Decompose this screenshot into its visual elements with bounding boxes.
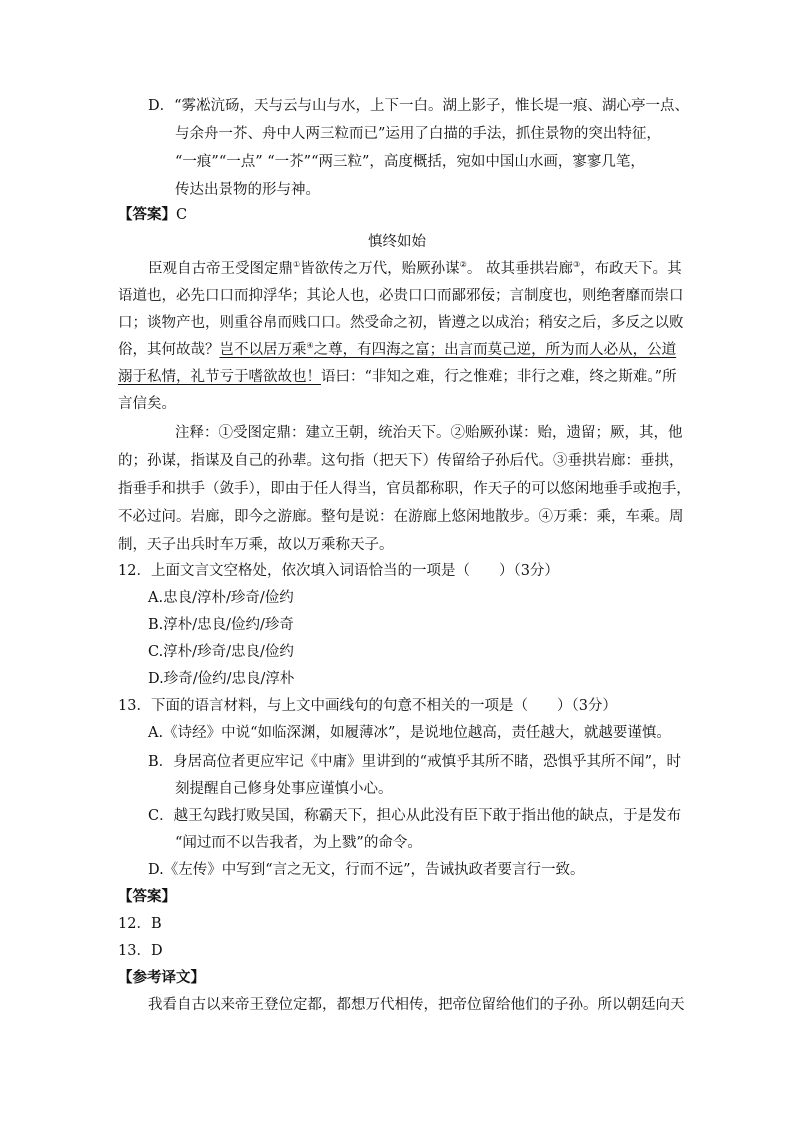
footnote-ref-3: ③ bbox=[572, 260, 581, 270]
passage-line-1 bbox=[148, 259, 682, 279]
passage-line-2: 语道也，必先口口而抑浮华；其论人也，必贵口口而鄙邪佞；言制度也，则绝奢靡而崇口 bbox=[118, 288, 684, 304]
answer-12: 12．B bbox=[118, 916, 162, 932]
passage-title: 慎终如始 bbox=[368, 234, 426, 250]
underlined-sentence-end: 溺于私情，礼节亏于嗜欲故也！ bbox=[118, 369, 321, 385]
q13-option-b-line-1: B．身居高位者更应牢记《中庸》里讲到的“戒慎乎其所不睹，恐惧乎其所不闻”，时 bbox=[148, 754, 681, 770]
footnote-ref-1: ① bbox=[293, 260, 301, 270]
q13-option-a: A.《诗经》中说“如临深渊，如履薄冰”，是说地位越高，责任越大，就越要谨慎。 bbox=[148, 725, 671, 741]
footnote-ref-4: ④ bbox=[306, 341, 314, 351]
q13-option-c-line-2: “闻过而不以告我者，为上戮”的命令。 bbox=[175, 835, 422, 851]
passage-line-3: 口；谈物产也，则重谷帛而贱口口。然受命之初，皆遵之以成治；稍安之后，多反之以败 bbox=[118, 315, 684, 331]
q13-option-d: D.《左传》中写到“言之无文，行而不远”，告诫执政者要言行一致。 bbox=[148, 862, 585, 878]
passage-line-4 bbox=[118, 340, 676, 360]
q12-option-c: C.淳朴/珍奇/忠良/俭约 bbox=[148, 644, 294, 660]
option-d-line-3: “一痕”“一点” “一芥”“两三粒”，高度概括，宛如中国山水画，寥寥几笔， bbox=[175, 154, 645, 170]
option-d-line-1: D．“雾凇沆砀，天与云与山与水，上下一白。湖上影子，惟长堤一痕、湖心亭一点、 bbox=[148, 98, 690, 114]
translation-line-1: 我看自古以来帝王登位定都，都想万代相传，把帝位留给他们的子孙。所以朝廷向天 bbox=[148, 997, 685, 1013]
passage-text: 俗，其何故哉？ bbox=[118, 342, 220, 358]
q12-option-a: A.忠良/淳朴/珍奇/俭约 bbox=[148, 590, 294, 606]
underlined-sentence bbox=[220, 342, 677, 358]
option-d-line-2: 与余舟一芥、舟中人两三粒而已”运用了白描的手法，抓住景物的突出特征， bbox=[175, 126, 661, 142]
passage-text: 皆欲传之万代，贻厥孙谋 bbox=[300, 261, 460, 277]
q13-option-c-line-1: C．越王勾践打败吴国，称霸天下，担心从此没有臣下敢于指出他的缺点，于是发布 bbox=[148, 808, 682, 824]
answer-label-text: 【答案】 bbox=[118, 206, 176, 223]
answer-label bbox=[118, 205, 187, 225]
q13-option-b-line-2: 刻提醒自己修身处事应谨慎小心。 bbox=[175, 781, 393, 797]
q12-stem: 12．上面文言文空格处，依次填入词语恰当的一项是（ ）（3分） bbox=[118, 563, 559, 579]
notes-line-3: 指垂手和拱手（敛手），即由于任人得当，官员都称职，作天子的可以悠闲地垂手或抱手， bbox=[118, 481, 691, 497]
footnote-ref-2: ② bbox=[459, 260, 467, 270]
notes-line-1: 注释：①受图定鼎：建立王朝，统治天下。②贻厥孙谋：贻，遗留；厥，其，他 bbox=[175, 425, 683, 441]
q12-option-b: B.淳朴/忠良/俭约/珍奇 bbox=[148, 617, 294, 633]
notes-line-4: 不必过问。岩廊，即今之游廊。整句是说：在游廊上悠闲地散步。④万乘：乘，车乘。周 bbox=[118, 509, 684, 525]
passage-text: ，布政天下。其 bbox=[580, 261, 682, 277]
passage-line-6: 言信矣。 bbox=[118, 396, 176, 412]
answer-value: C bbox=[176, 207, 188, 223]
q12-option-d: D.珍奇/俭约/忠良/淳朴 bbox=[148, 671, 295, 687]
underlined-text: 之尊，有四海之富；出言而莫己逆，所为而人必从，公道 bbox=[313, 342, 677, 358]
q13-stem: 13．下面的语言材料，与上文中画线句的句意不相关的一项是（ ）（3分） bbox=[118, 698, 617, 714]
answer-13: 13．D bbox=[118, 943, 163, 959]
option-d-line-4: 传达出景物的形与神。 bbox=[175, 182, 320, 198]
notes-line-2: 的；孙谋，指谋及自己的孙辈。这句指（把天下）传留给子孙后代。③垂拱岩廊：垂拱， bbox=[118, 453, 684, 469]
underlined-text: 岂不以居万乘 bbox=[219, 342, 307, 358]
passage-text: 语曰：“非知之难，行之惟难；非行之难，终之斯难。”所 bbox=[321, 369, 677, 385]
passage-line-5 bbox=[118, 367, 677, 387]
translation-label: 【参考译文】 bbox=[118, 969, 205, 986]
answers-label: 【答案】 bbox=[118, 888, 176, 905]
passage-text: 臣观自古帝王受图定鼎 bbox=[148, 261, 293, 277]
notes-line-5: 制，天子出兵时车万乘，故以万乘称天子。 bbox=[118, 537, 394, 553]
passage-text: 。 故其垂拱岩廊 bbox=[466, 261, 573, 277]
